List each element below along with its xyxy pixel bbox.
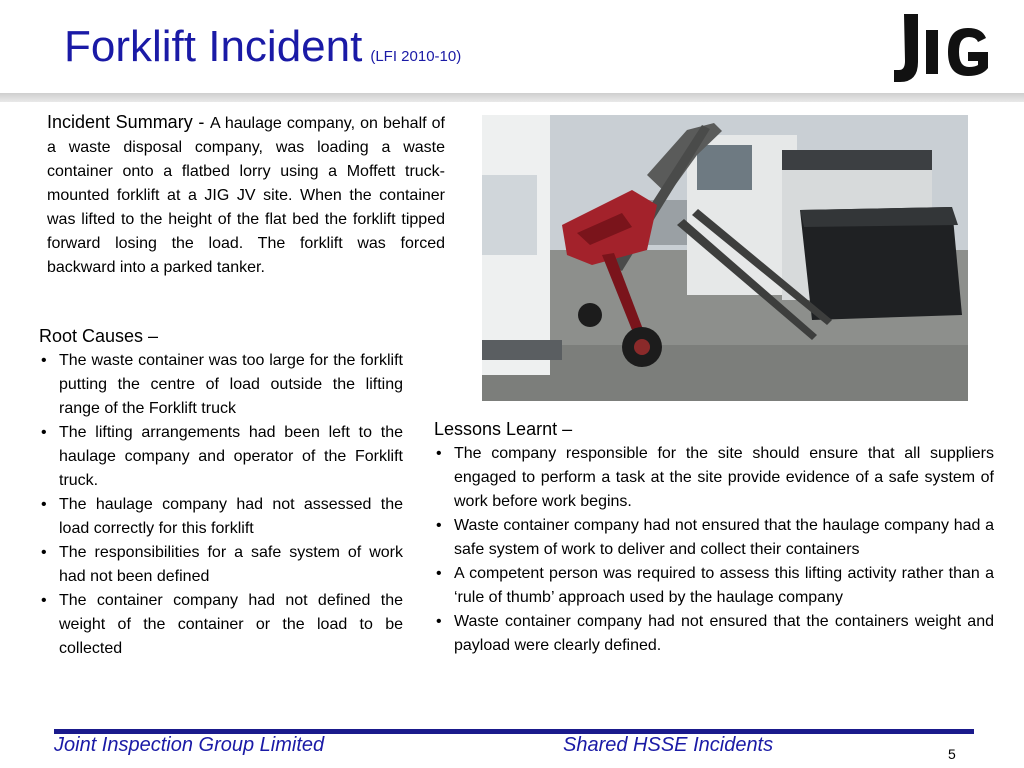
lessons-learnt-section — [434, 418, 994, 658]
slide-title — [64, 22, 461, 72]
list-item: • The container company had not defined the weight of the container or the load to be collected — [39, 589, 403, 661]
summary-heading: Incident Summary - — [47, 112, 210, 132]
list-item: • A competent person was required to assess this lifting activity rather than a ‘rule of thumb’ approach used by the haulage company — [434, 562, 994, 610]
lessons-heading: Lessons Learnt – — [434, 419, 573, 439]
root-causes-section — [39, 325, 403, 661]
list-item: • Waste container company had not ensured that the haulage company had a safe system of work to deliver and collect their containers — [434, 514, 994, 562]
title-text: Forklift Incident — [64, 22, 363, 71]
root-causes-list — [39, 349, 403, 661]
title-divider — [0, 93, 1024, 102]
footer-organization: Joint Inspection Group Limited — [54, 734, 325, 756]
forklift-incident-photo — [482, 115, 968, 401]
list-item: • The haulage company had not assessed the load correctly for this forklift — [39, 493, 403, 541]
list-item: • The responsibilities for a safe system of work had not been defined — [39, 541, 403, 589]
jig-logo — [890, 8, 994, 88]
footer-series-title: Shared HSSE Incidents — [563, 734, 774, 756]
list-item: • Waste container company had not ensured that the containers weight and payload were clearly defined. — [434, 610, 994, 658]
root-causes-heading: Root Causes – — [39, 326, 159, 346]
list-item: • The company responsible for the site should ensure that all suppliers engaged to perform a task at the site provide evidence of a safe system of work before work begins. — [434, 442, 994, 514]
incident-reference: (LFI 2010-10) — [370, 48, 462, 65]
incident-summary — [47, 110, 445, 280]
page-number: 5 — [948, 746, 956, 762]
summary-text: A haulage company, on behalf of a waste disposal company, was loading a waste container onto a flatbed lorry using a Moffett truck-mounted forklift at a JIG JV site. When the container was lifted to the height of the flat bed the forklift tipped forward losing the load. The forklift was forced backward into a parked tanker. — [47, 115, 445, 276]
lessons-list — [434, 442, 994, 658]
list-item: • The waste container was too large for the forklift putting the centre of load outside the lifting range of the Forklift truck — [39, 349, 403, 421]
list-item: • The lifting arrangements had been left to the haulage company and operator of the Forklift truck. — [39, 421, 403, 493]
